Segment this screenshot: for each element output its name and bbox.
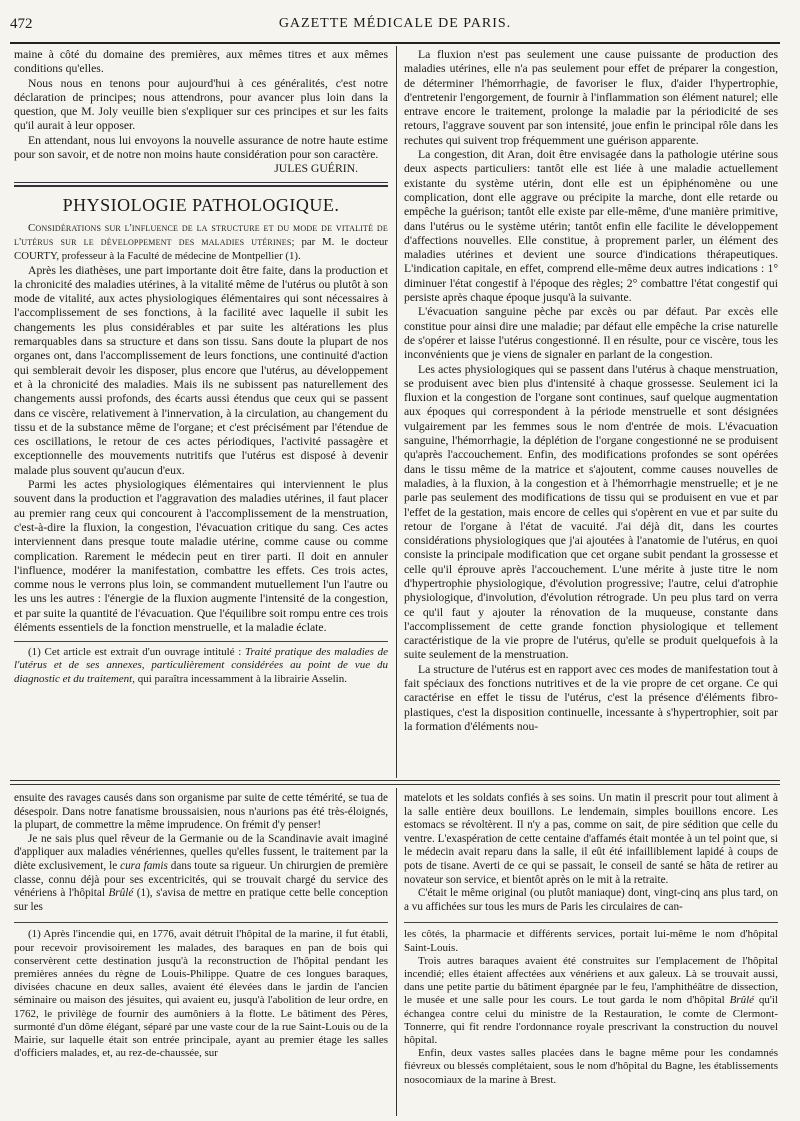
bottom-column-divider [396, 788, 397, 1116]
header-rule [10, 42, 780, 44]
left-column-top [14, 48, 388, 776]
footnote-tail: , qui paraîtra incessamment à la librairie Asselin. [132, 672, 347, 685]
footnote [404, 928, 778, 1086]
top-column-divider [396, 46, 397, 778]
paragraph: La fluxion n'est pas seulement une cause puissante de production des maladies utérines, elle n'a pas seulement pour effet de préparer la congestion, de déterminer l'hémorrhagie, de favoriser le flux, d'aider l'hypertrophie, d'entretenir l'engorgement, de fournir à l'inflammation son élément naturel; elle entrave encore le traitement, prolonge la maladie par la périodicité de ses retours, l'aggrave souvent par son intensité, joue enfin le principal rôle dans les rechutes qui suivent trop fréquemment une guérison apparente. [404, 48, 778, 147]
text-run: Trois autres baraques avaient été construites sur l'emplacement de l'hôpital incendié; elles étaient affectées aux vénériens et aux galeux. Là se trouvait aussi, dans une petite partie du bâtiment épargnée par le feu, l'amphithéâtre de dissection, le musée et une salle pour les cours. Le tout garda le nom d'hôpital [404, 954, 778, 1007]
paragraph: Nous nous en tenons pour aujourd'hui à ces généralités, c'est notre déclaration de principes; nous attendrons, pour avancer plus loin dans la question, que M. Joly veuille bien s'expliquer sur ces principes et sur les faits qu'il aurait à leur opposer. [14, 76, 388, 133]
footnote [14, 928, 388, 1060]
footnote-rule [14, 922, 388, 923]
section-rule-thick [14, 185, 388, 187]
paragraph [14, 833, 388, 915]
band-separator-2 [10, 784, 780, 785]
text-run: (1), s'avisa de mettre en pratique cette belle conception sur les [14, 887, 388, 913]
paragraph: Après les diathèses, une part importante doit être faite, dans la production et la chronicité des maladies utérines, à la vitalité même de l'utérus ou plutôt à son mode de vitalité, aux actes physiologiques élémentaires qui sont nécessaires à l'accomplissement de ses fonctions, à la facilité avec laquelle il subit les changements les plus considérables et par suite les altérations les plus remarquables dans sa structure et dans son tissu. Sans doute la plupart de nos organes ont, dans l'accomplissement de leurs fonctions, une continuité d'action qui semblerait devoir les disposer, plus encore que l'utérus, au développement et à la chronicité des maladies. Mais ils ne subissent pas naturellement des changements aussi profonds, des écarts aussi étendus que ceux qui se passent dans ce viscère, relativement à l'innervation, à la circulation, au changement du tissu et de la substance même de l'organe; et c'est précisément par l'étendue de ces oscillations, le retour de ces actes périodiques, l'activité passagère et exceptionnelle des mouvements nutritifs que l'utérus est disposé à devenir malade plus souvent qu'aucun d'eux. [14, 263, 388, 477]
italic-run: Brûlé [729, 994, 755, 1007]
paragraph: matelots et les soldats confiés à ses soins. Un matin il prescrit pour tout aliment à la salle entière deux bouillons. Le lendemain, simples bouillons encore. Les estomacs se révoltèrent. Il n'y a pas, comme on sait, de pire sédition que celle du ventre. L'exaspération de cette centaine d'affamés était montée à un tel point que, si le médecin avait reparu dans la salle, il eût été infailliblement lapidé à coups de pots de tisane. Averti de ce qui se passait, le conseil de santé se hâta de retirer au novateur son service, et bientôt après on le mit à la retraite. [404, 792, 778, 886]
running-title: GAZETTE MÉDICALE DE PARIS. [278, 16, 512, 31]
footnote-text: les côtés, la pharmacie et différents services, portait lui-même le nom d'hôpital Saint-Louis. [404, 928, 778, 954]
left-column-bottom [14, 792, 388, 1114]
paragraph: En attendant, nous lui envoyons la nouvelle assurance de notre haute estime pour son savoir, et de notre non moins haute considération pour son caractère. [14, 133, 388, 162]
article-title: Considérations sur l'influence de la structure et du mode de vitalité de l'utérus sur le développement des maladies utérines; [14, 221, 388, 248]
footnote-lead: (1) Cet article est extrait d'un ouvrage intitulé : [28, 646, 246, 659]
article-intro [14, 221, 388, 264]
paragraph: La structure de l'utérus est en rapport avec ces modes de manifestation tout à fait spéciaux des fonctions nutritives et de la vie propre de cet organe. Ce qui caractérise en effet le tissu de l'utérus, c'est la présence d'éléments fibro-plastiques, c'est la disposition continuelle, incessante à s'hypertrophier, soit par la formation d'éléments nou- [404, 662, 778, 733]
paragraph: Les actes physiologiques qui se passent dans l'utérus à chaque menstruation, se produisent avec bien plus d'intensité à chaque grossesse. Seulement ici la fluxion et la congestion de l'organe sont continues, sauf quelque augmentation aux époques qui correspondent à la période menstruelle et sont désignées vulgairement par les femmes sous le nom d'entrée de mois. L'évacuation sanguine, l'hémorrhagie, la déplétion de l'organe congestionné ne se produisent qu'après l'accouchement. Enfin, des modifications profondes se sont opérées dans le tissu même de la matrice et s'ajoutent, comme causes nouvelles de maladies, à la fluxion, à la congestion et à l'hémorrhagie menstruelle; et je ne parle pas seulement des modifications de tissu qui se produisent en vue et par l'effet de la gestation, mais encore de celles qui s'opèrent en vue et par suite du retour de l'organe à l'état de vacuité. J'ai déjà dit, dans les courtes considérations physiologiques que j'ai ajoutées à l'anatomie de l'utérus, en quoi consiste la principale modification que cet organe subit pendant la grossesse et celle qu'il éprouve après l'accouchement. L'une mérite à juste titre le nom d'hypertrophie physiologique, d'évolution progressive; l'autre, celui d'atrophie physiologique, d'involution, d'évolution rétrograde. Un peu plus tard on verra ce qu'il faut y ajouter la rénovation de la muqueuse, constante dans l'accomplissement de cette grande fonction physiologique et tellement caractéristique de la vie propre de l'utérus, qu'elle se produit quelquefois à la suite seulement de la menstruation. [404, 362, 778, 662]
paragraph: ensuite des ravages causés dans son organisme par suite de cette témérité, se tua de désespoir. Dans notre fanatisme broussaisien, nous n'aurions pas été très-éloignés, la plupart, de commettre la même imprudence. On frémit d'y penser! [14, 792, 388, 832]
footnote-text [404, 955, 778, 1047]
right-column-top [404, 48, 778, 776]
text-run: Je ne sais plus quel rêveur de la Germanie ou de la Scandinavie avait imaginé d'appliquer aux maladies vénériennes, quelles qu'elles fussent, le traitement par la diète exclusivement, le [14, 832, 388, 872]
footnote [14, 646, 388, 686]
paragraph: Parmi les actes physiologiques élémentaires qui interviennent le plus souvent dans la production et l'aggravation des maladies utérines, il faut placer au premier rang ceux qui concourent à l'accomplissement de la menstruation, c'est-à-dire la fluxion, la congestion, l'évacuation critique du sang. Ces actes interviennent dans presque toute maladie utérine, comme cause ou comme complication. Rarement le médecin peut en tirer parti. Il doit en annuler l'influence, modérer la manifestation, combattre les effets. Ces trois actes, comme nous le verrons plus loin, se commandent mutuellement l'un l'autre ou les uns les autres : l'énergie de la fluxion augmente l'intensité de la congestion, et par suite la quantité de l'évacuation. Que l'équilibre soit rompu entre ces trois éléments essentiels de la fonction menstruelle, et la maladie éclate. [14, 478, 388, 634]
footnote-rule [404, 922, 778, 923]
band-separator [10, 780, 780, 781]
italic-run: Brûlé [108, 887, 134, 900]
page-number: 472 [10, 16, 33, 32]
right-column-bottom [404, 792, 778, 1114]
paragraph: L'évacuation sanguine pèche par excès ou par défaut. Par excès elle constitue pour ainsi dire une maladie; par défaut elle empêche la crise naturelle de s'opérer et laisse l'utérus congestionné. Il en résulte, pour ce viscère, tous les inconvénients que je viens de signaler en parlant de la congestion. [404, 305, 778, 362]
text-run: dans toute sa rigueur. Un chirurgien de première classe, connu déjà pour ses excentricités, qui se trouvait chargé du service des vénériens à l'hôpital [14, 859, 388, 900]
paragraph: maine à côté du domaine des premières, aux mêmes titres et aux mêmes conditions qu'elles. [14, 48, 388, 76]
footnote-book-title: Traité pratique des maladies de l'utérus et de ses annexes, particulièrement considérées au point de vue du diagnostic et du traitement [14, 646, 388, 685]
footnote-rule [14, 641, 388, 642]
footnote-text: Enfin, deux vastes salles placées dans le bagne même pour les condamnés fiévreux ou blessés complétaient, sous le nom d'hôpital du Bagne, les établissements nosocomiaux de la marine à Brest. [404, 1047, 778, 1086]
section-rule [14, 182, 388, 183]
section-title: PHYSIOLOGIE PATHOLOGIQUE. [62, 194, 340, 215]
signature: JULES GUÉRIN. [274, 162, 358, 176]
paragraph: C'était le même original (ou plutôt maniaque) dont, vingt-cinq ans plus tard, on a vu affichées sur tous les murs de Paris les circulaires de can- [404, 887, 778, 913]
page-header [10, 16, 780, 42]
footnote-text: (1) Après l'incendie qui, en 1776, avait détruit l'hôpital de la marine, il fut établi, pour recevoir provisoirement les malades, des baraques en pan de bois qui conservèrent cette destination jusqu'à la reconstruction de l'hôpital pendant les premières années du règne de Louis-Philippe. Quatre de ces longues baraques, divisées chacune en deux salles, avaient été élevées dans le jardin de l'ancien séminaire ou maison des jésuites, qui avaient eu, jusqu'à l'abolition de leur ordre, en 1762, le privilège de fournir des aumôniers à la flotte. Le bâtiment des Pères, surmonté d'un dôme élégant, séparé par une vaste cour de la rue Saint-Louis ou de la Mairie, sur laquelle était son entrée principale, ayant au premier étage les salles d'officiers malades, et, au rez-de-chaussée, sur [14, 928, 388, 1060]
text-run: qu'il échangea contre celui du ministre de la Restauration, le comte de Clermont-Tonnerre, qui fit rendre l'ordonnance royale prescrivant la construction du nouvel hôpital. [404, 994, 778, 1046]
paragraph: La congestion, dit Aran, doit être envisagée dans la pathologie utérine sous deux aspects particuliers: tantôt elle est liée à une maladie actuellement existante du système utérin, dont elle est un épiphénomène ou une complication, dont elle aggrave ou précipite la marche, dont elle retarde ou empêche la guérison; tantôt elle existe par elle-même, d'une manière primitive, dans l'utérus ou le système utérin; tantôt enfin elle facilite le développement d'affections nouvelles. Elle constitue, à proprement parler, un élément des maladies utérines et devient une source d'indications thérapeutiques. L'indication capitale, en effet, comprend elle-même deux autres indications : 1° diminuer l'état congestif à l'époque des règles; 2° combattre l'état congestif qui persiste après chaque époque jusqu'à la suivante. [404, 148, 778, 305]
italic-run: cura famis [120, 859, 168, 872]
article-author: par M. le docteur COURTY, professeur à la Faculté de médecine de Montpellier (1). [14, 235, 388, 263]
